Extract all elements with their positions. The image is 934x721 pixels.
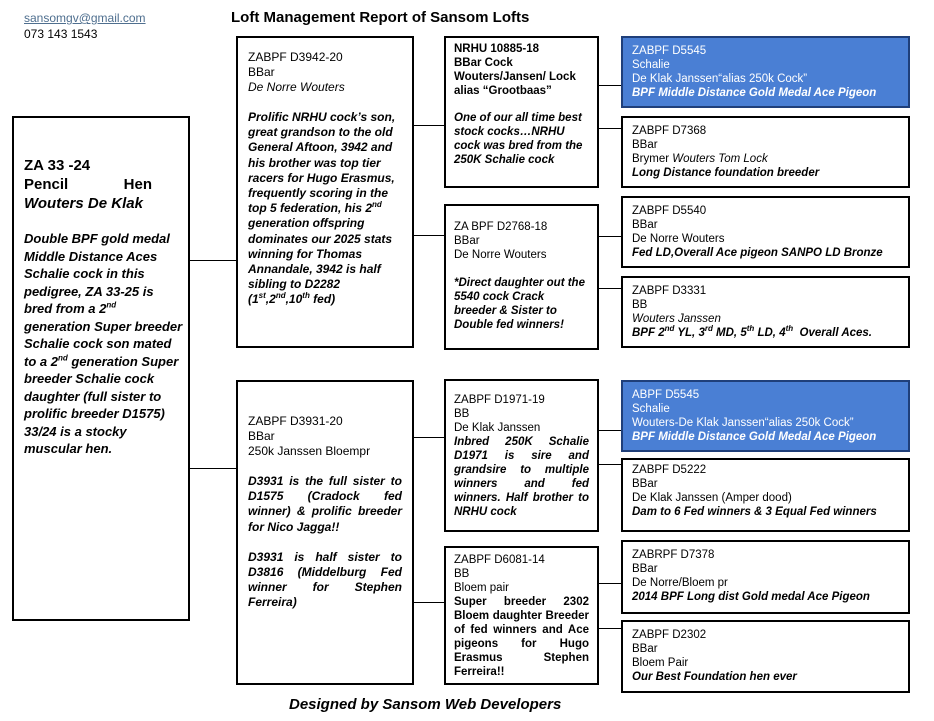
g5-line-2: Wouters-De Klak Janssen“alias 250k Cock” <box>632 417 854 429</box>
connector-line <box>598 628 621 629</box>
dam-paragraph-2: D3931 is half sister to D3816 (Middelburg Fed winner for Stephen Ferreira) <box>248 549 402 610</box>
g7-line-3: 2014 BPF Long dist Gold medal Ace Pigeon <box>632 591 870 603</box>
subject-line: Wouters De Klak <box>24 195 143 212</box>
dam-ring: ZABPF D3931-20 <box>248 414 343 428</box>
dams-sire-box <box>444 379 599 532</box>
dd-color: BB <box>454 568 470 580</box>
connector-line <box>413 602 445 603</box>
footer-credit: Designed by Sansom Web Developers <box>289 696 562 713</box>
g1-line-3: BPF Middle Distance Gold Medal Ace Pigeon <box>632 87 877 99</box>
sire-box <box>236 36 414 348</box>
sd-description: *Direct daughter out the 5540 cock Crack breeder & Sister to Double fed winners! <box>454 277 585 331</box>
g2-line-3: Long Distance foundation breeder <box>632 167 820 179</box>
sire-color: BBar <box>248 65 275 79</box>
connector-line <box>413 437 445 438</box>
g2-line-2b: Wouters Tom Lock <box>672 153 768 165</box>
connector-line <box>598 85 621 86</box>
ss-line-1: BBar Cock <box>454 57 513 69</box>
ds-description: Inbred 250K Schalie D1971 is sire and grandsire to multiple winners and fed winners. Half brother to NRHU cock <box>454 436 589 518</box>
ss-ring: NRHU 10885-18 <box>454 43 540 55</box>
g1-line-2: De Klak Janssen“alias 250k Cock” <box>632 73 808 85</box>
subject-description: Double BPF gold medal Middle Distance Aces Schalie cock in this pedigree, ZA 33-25 is bred from a 2nd generation Super breeder Schalie cock son mated to a 2nd generation Super breeder Schalie cock daughter (full sister to prolific breeder D1575) 33/24 is a stocky muscular hen. <box>24 231 183 456</box>
g1-ring: ZABPF D5545 <box>632 45 707 57</box>
g8-ring: ZABPF D2302 <box>632 629 707 641</box>
connector-line <box>413 125 445 126</box>
ds-color: BB <box>454 408 470 420</box>
connector-line <box>189 260 237 261</box>
g8-line-2: Bloem Pair <box>632 657 689 669</box>
g4-line-3: BPF 2nd YL, 3rd MD, 5th LD, 4th Overall Aces. <box>632 324 872 339</box>
g3-line-3: Fed LD,Overall Ace pigeon SANPO LD Bronze <box>632 247 883 259</box>
sire-line: De Norre Wouters <box>248 80 345 94</box>
connector-line <box>598 430 621 431</box>
gg-box-4 <box>621 276 910 348</box>
email-link[interactable]: sansomgv@gmail.com <box>24 11 146 25</box>
g6-line-3: Dam to 6 Fed winners & 3 Equal Fed winners <box>632 506 877 518</box>
gg-box-7 <box>621 540 910 614</box>
sd-color: BBar <box>454 235 480 247</box>
connector-line <box>598 236 621 237</box>
connector-line <box>598 583 621 584</box>
connector-line <box>598 128 621 129</box>
dams-dam-box <box>444 546 599 685</box>
ss-line-3: alias “Grootbaas” <box>454 85 552 97</box>
phone-number: 073 143 1543 <box>24 27 98 41</box>
g6-ring: ZABPF D5222 <box>632 464 707 476</box>
connector-line <box>413 235 445 236</box>
g8-line-3: Our Best Foundation hen ever <box>632 671 797 683</box>
sd-line: De Norre Wouters <box>454 249 547 261</box>
subject-sex: Hen <box>123 176 152 193</box>
ds-ring: ZABPF D1971-19 <box>454 394 545 406</box>
dam-box <box>236 380 414 685</box>
gg-box-6 <box>621 458 910 532</box>
sire-ring: ZABPF D3942-20 <box>248 50 343 64</box>
g4-line-2: Wouters Janssen <box>632 313 721 325</box>
g3-ring: ZABPF D5540 <box>632 205 707 217</box>
gg-box-1 <box>621 36 910 108</box>
g3-line-1: BBar <box>632 219 658 231</box>
subject-box <box>12 116 190 621</box>
g6-line-1: BBar <box>632 478 658 490</box>
g2-line-1: BBar <box>632 139 658 151</box>
connector-line <box>598 464 621 465</box>
g5-ring: ABPF D5545 <box>632 389 700 401</box>
g6-line-2: De Klak Janssen (Amper dood) <box>632 492 792 504</box>
subject-color: Pencil <box>24 176 69 193</box>
dam-color: BBar <box>248 429 275 443</box>
gg-box-3 <box>621 196 910 268</box>
subject-ring: ZA 33 -24 <box>24 157 91 174</box>
g7-ring: ZABRPF D7378 <box>632 549 715 561</box>
sire-description: Prolific NRHU cock’s son, great grandson to the old General Aftoon, 3942 and his brother was top tier racers for Hugo Erasmus, frequently scoring in the top 5 federation, his 2nd generation offspring dominates our 2025 stats winning for Thomas Annandale, 3942 is half sibling to D2282 (1st,2nd,10th fed) <box>248 110 396 307</box>
dd-ring: ZABPF D6081-14 <box>454 554 545 566</box>
gg-box-5 <box>621 380 910 452</box>
ds-line: De Klak Janssen <box>454 422 541 434</box>
dd-line: Bloem pair <box>454 582 509 594</box>
g2-ring: ZABPF D7368 <box>632 125 707 137</box>
g4-line-1: BB <box>632 299 648 311</box>
g3-line-2: De Norre Wouters <box>632 233 725 245</box>
gg-box-8 <box>621 620 910 693</box>
sires-sire-box <box>444 36 599 188</box>
dam-line: 250k Janssen Bloempr <box>248 444 371 458</box>
g7-line-2: De Norre/Bloem pr <box>632 577 728 589</box>
g7-line-1: BBar <box>632 563 658 575</box>
dd-description: Super breeder 2302 Bloem daughter Breeder of fed winners and Ace pigeons for Hugo Erasmus Stephen Ferreira!! <box>454 596 589 678</box>
g4-ring: ZABPF D3331 <box>632 285 707 297</box>
g2-line-2a: Brymer <box>632 153 673 165</box>
g5-line-1: Schalie <box>632 403 670 415</box>
gg-box-2 <box>621 116 910 188</box>
connector-line <box>189 468 237 469</box>
g1-line-1: Schalie <box>632 59 670 71</box>
page-title: Loft Management Report of Sansom Lofts <box>231 9 530 26</box>
g5-line-3: BPF Middle Distance Gold Medal Ace Pigeon <box>632 431 877 443</box>
ss-description: One of our all time best stock cocks…NRHU cock was bred from the 250K Schalie cock <box>454 112 583 166</box>
sires-dam-box <box>444 204 599 350</box>
g8-line-1: BBar <box>632 643 658 655</box>
dam-paragraph-1: D3931 is the full sister to D1575 (Cradock fed winner) & prolific breeder for Nico Jagga!! <box>248 474 402 534</box>
connector-line <box>598 288 621 289</box>
ss-line-2: Wouters/Jansen/ Lock <box>454 71 576 83</box>
sd-ring: ZA BPF D2768-18 <box>454 221 548 233</box>
